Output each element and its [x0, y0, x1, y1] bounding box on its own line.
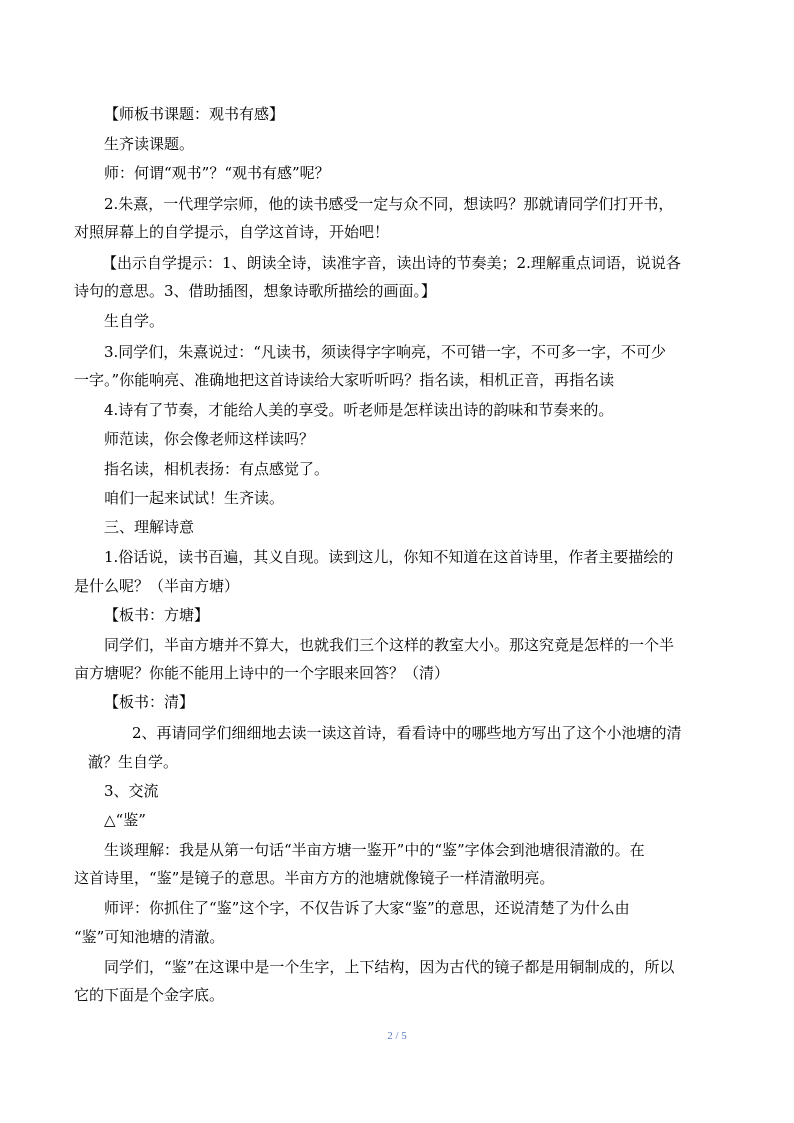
text-line: 同学们，“鉴”在这课中是一个生字，上下结构，因为古代的镜子都是用铜制成的，所以: [104, 958, 675, 976]
text-line: 3、交流: [104, 782, 159, 800]
text-line: 3.同学们，朱熹说过：“凡读书，须读得字字响亮，不可错一字，不可多一字，不可少: [104, 343, 666, 361]
board-note: 【板书：清】: [104, 693, 195, 711]
text-line: 澈？生自学。: [88, 753, 179, 771]
page-number: 2 / 5: [387, 1030, 407, 1042]
text-line: 亩方塘呢？你能不能用上诗中的一个字眼来回答？（清）: [74, 664, 450, 682]
text-line: 2.朱熹，一代理学宗师，他的读书感受一定与众不同，想读吗？那就请同学们打开书，: [104, 195, 674, 213]
text-line: 诗句的意思。3、借助插图，想象诗歌所描绘的画面。】: [74, 282, 437, 300]
text-line: 这首诗里，“鉴”是镜子的意思。半亩方方的池塘就像镜子一样清澈明亮。: [74, 869, 555, 887]
text-line: 它的下面是个金字底。: [74, 986, 225, 1004]
text-line: 2、再请同学们细细地去读一读这首诗，看看诗中的哪些地方写出了这个小池塘的清: [132, 724, 682, 742]
text-line: 指名读，相机表扬：有点感觉了。: [104, 460, 330, 478]
board-note: 【板书：方塘】: [104, 606, 210, 624]
text-line: 师：何谓“观书”？“观书有感”呢？: [104, 164, 330, 182]
text-line: 1.俗话说，读书百遍，其义自现。读到这儿，你知不知道在这首诗里，作者主要描绘的: [104, 548, 674, 566]
text-line: 一字。”你能响亮、准确地把这首诗读给大家听听吗？指名读，相机正音，再指名读: [74, 371, 615, 389]
text-line: 4.诗有了节奏，才能给人美的享受。听老师是怎样读出诗的韵味和节奏来的。: [104, 401, 614, 419]
board-title-note: 【师板书课题：观书有感】: [104, 105, 285, 123]
text-line: 师评：你抓住了“鉴”这个字，不仅告诉了大家“鉴”的意思，还说清楚了为什么由: [104, 899, 630, 917]
text-line: 生谈理解：我是从第一句话“半亩方塘一鉴开”中的“鉴”字体会到池塘很清澈的。在: [104, 841, 645, 859]
text-line: 咱们一起来试试！生齐读。: [104, 489, 285, 507]
text-line: “鉴”可知池塘的清澈。: [74, 928, 225, 946]
text-line: 师范读，你会像老师这样读吗？: [104, 430, 315, 448]
text-line: 生齐读课题。: [104, 135, 195, 153]
text-line: 是什么呢？（半亩方塘）: [74, 577, 240, 595]
section-heading: 三、理解诗意: [104, 518, 195, 536]
text-line: 【出示自学提示：1、朗读全诗，读准字音，读出诗的节奏美；2.理解重点词语，说说各: [102, 254, 681, 272]
text-line: 同学们，半亩方塘并不算大，也就我们三个这样的教室大小。那这究竟是怎样的一个半: [104, 636, 675, 654]
text-line: 生自学。: [104, 312, 165, 330]
text-line: 对照屏幕上的自学提示，自学这首诗，开始吧！: [74, 223, 390, 241]
text-line: △“鉴”: [104, 811, 146, 829]
